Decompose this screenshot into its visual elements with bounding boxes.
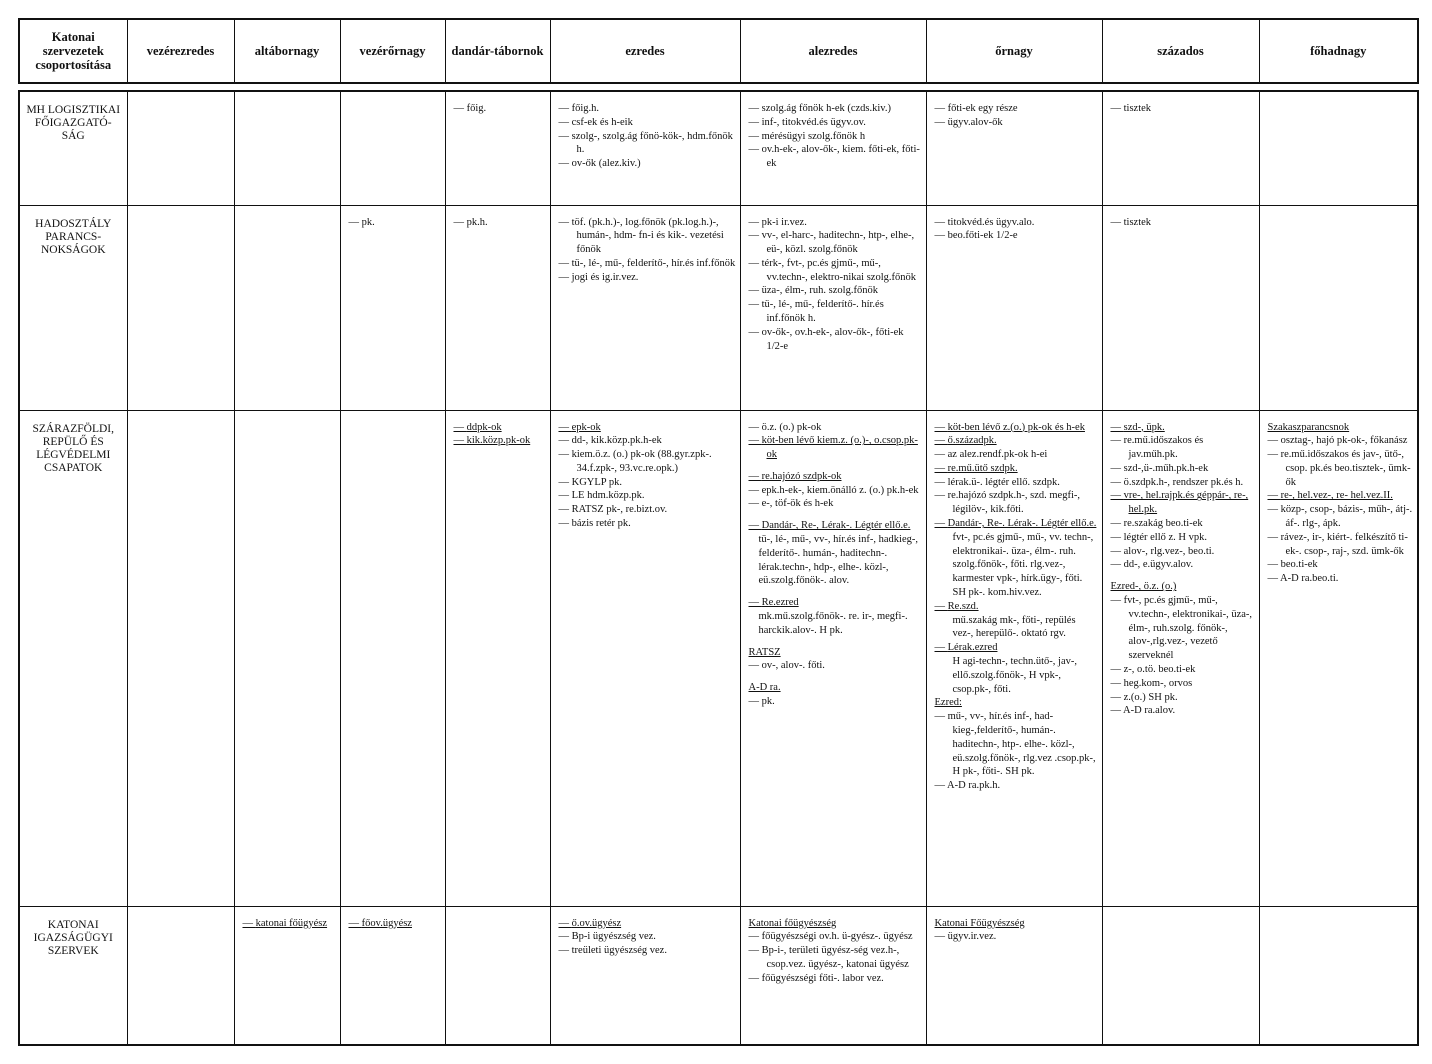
list-item: — Bp-i ügyészség vez. xyxy=(559,930,736,944)
group-heading: — Re.szd. xyxy=(935,600,1098,614)
row-category: HADOSZTÁLY PARANCS-NOKSÁGOK xyxy=(20,205,127,410)
list-item: — ov-ők (alez.kiv.) xyxy=(559,157,736,171)
list-item: — z.(o.) SH pk. xyxy=(1111,691,1255,705)
group-heading: — Dandár-, Re-. Lérak-. Légtér ellő.e. xyxy=(935,517,1098,531)
group-heading: A-D ra. xyxy=(748,682,781,694)
list-item: — heg.kom-, orvos xyxy=(1111,677,1255,691)
list-item: — csf-ek és h-eik xyxy=(559,116,736,130)
table-row xyxy=(20,906,1417,1044)
cell-ezredes xyxy=(550,410,740,906)
list-item: — főov.ügyész xyxy=(349,917,441,931)
list-item: — titokvéd.és ügyv.alo. xyxy=(935,216,1098,230)
list-item: — ov.h-ek-, alov-ők-, kiem. főti-ek, főti-ek xyxy=(749,143,922,171)
list-item: — szolg-, szolg.ág főnö-kök-, hdm.főnök h. xyxy=(559,130,736,158)
table-row xyxy=(20,205,1417,410)
group-heading: Katonai főügyészség xyxy=(748,917,837,929)
list-item: — osztag-, hajó pk-ok-, főkanász xyxy=(1268,434,1414,448)
header-dandartabornok: dandár-tábornok xyxy=(445,20,550,82)
header-vezerornagy: vezérőrnagy xyxy=(340,20,445,82)
group-text: mk.mű.szolg.főnök-. re. ir-, megfi-. harckik.alov-. H pk. xyxy=(758,611,908,636)
cell-altabornagy xyxy=(234,906,340,1044)
list-item: — köt-ben lévő z.(o.) pk-ok és h-ek xyxy=(935,421,1098,435)
list-item: — re.mű.időszakos és jav-, ütő-, csop. pk.és beo.tisztek-, ümk-ők xyxy=(1268,448,1414,489)
list-item: — e-, töf-ök és h-ek xyxy=(749,497,922,511)
list-item: — re.szakág beo.ti-ek xyxy=(1111,517,1255,531)
header-ezredes: ezredes xyxy=(550,20,740,82)
table-body xyxy=(18,90,1419,1046)
list-item: — tisztek xyxy=(1111,102,1255,116)
list-item: — rávez-, ir-, kiért-. felkészítő ti-ek-. csop-, raj-, szd. ümk-ők xyxy=(1268,531,1414,559)
group-text: tü-, lé-, mű-, vv-, hír.és inf-, hadkieg-, felderítő-. humán-, haditechn-. lérak.techn-, hdp-, elhe-. közl-, eü.szolg.főnök-. alov. xyxy=(758,534,918,587)
list-item: — ügyv.ir.vez. xyxy=(935,930,1098,944)
list-item: — kiem.ö.z. (o.) pk-ok (88.gyr.zpk-. 34.f.zpk-, 93.vc.re.opk.) xyxy=(559,448,736,476)
list-item: — tisztek xyxy=(1111,216,1255,230)
list-item: — dd-, kik.közp.pk.h-ek xyxy=(559,434,736,448)
list-item: — szd-, üpk. xyxy=(1111,421,1255,435)
cell-ornagy xyxy=(926,410,1102,906)
list-item: — mű-, vv-, hír.és inf-, had-kieg-,felderítő-, humán-. haditechn-, htp-. elhe-. közl-, eü.szolg.főnök-, rlg.vez .csop.pk-, H pk-, főti-. SH pk. xyxy=(935,710,1098,779)
list-item: — re.hajózó szdpk-ok xyxy=(749,470,922,484)
group-text: fvt-, pc.és gjmű-, mű-, vv. techn-, elektronikai-. üza-, élm-. ruh. szolg.főnök-, főti. rlg.vez-, karmester vpk-, hírk.ügy-, főti. SH pk-. kom.hiv.vez. xyxy=(952,531,1094,599)
group-heading: Ezred: xyxy=(934,697,962,709)
group-heading: — Dandár-, Re-, Lérak-. Légtér ellő.e. xyxy=(749,519,922,533)
list-item: — re.hajózó szdpk.h-, szd. megfi-, légilöv-, kik.főti. xyxy=(935,489,1098,517)
list-item: — töf. (pk.h.)-, log.főnök (pk.log.h.)-, humán-, hdm- fn-i és kik-. vezetési főnök xyxy=(559,216,736,257)
list-item: — főig. xyxy=(454,102,546,116)
list-item: — szolg.ág főnök h-ek (czds.kiv.) xyxy=(749,102,922,116)
list-item: — inf-, titokvéd.és ügyv.ov. xyxy=(749,116,922,130)
header-altabornagy: altábornagy xyxy=(234,20,340,82)
cell-ornagy xyxy=(926,205,1102,410)
header-ornagy: őrnagy xyxy=(926,20,1102,82)
list-item: — főügyészségi ov.h. ü-gyész-. ügyész xyxy=(749,930,922,944)
cell-vezerornagy xyxy=(340,906,445,1044)
cell-dandartabornok xyxy=(445,410,550,906)
list-item: — tü-, lé-, mű-, felderítő-. hír.és inf.főnök h. xyxy=(749,298,922,326)
cell-alezredes xyxy=(740,906,926,1044)
list-item: — epk.h-ek-, kiem.önálló z. (o.) pk.h-ek xyxy=(749,484,922,498)
table-row xyxy=(20,92,1417,205)
group-heading: — Lérak.ezred xyxy=(935,641,1098,655)
list-item: — üza-, élm-, ruh. szolg.főnök xyxy=(749,284,922,298)
list-item: — ov-ők-, ov.h-ek-, alov-ők-, főti-ek 1/2-e xyxy=(749,326,922,354)
list-item: — A-D ra.alov. xyxy=(1111,704,1255,718)
list-item: — dd-, e.ügyv.alov. xyxy=(1111,558,1255,572)
row-category: MH LOGISZTIKAI FŐIGAZGATÓ-SÁG xyxy=(20,92,127,205)
header-fohadnagy: főhadnagy xyxy=(1259,20,1417,82)
list-item: — tü-, lé-, mű-, felderítő-, hír.és inf.főnök xyxy=(559,257,736,271)
list-item: — ov-, alov-. főti. xyxy=(749,659,922,673)
table-header xyxy=(18,18,1419,84)
list-item: — beo.ti-ek xyxy=(1268,558,1414,572)
list-item: — mérésügyi szolg.főnök h xyxy=(749,130,922,144)
cell-szazados xyxy=(1102,92,1259,205)
cell-ezredes xyxy=(550,92,740,205)
cell-alezredes xyxy=(740,92,926,205)
list-item: — pk. xyxy=(749,695,922,709)
list-item: — LE hdm.közp.pk. xyxy=(559,489,736,503)
cell-ezredes xyxy=(550,906,740,1044)
row-category: SZÁRAZFÖLDI, REPÜLŐ ÉS LÉGVÉDELMI CSAPATOK xyxy=(20,410,127,906)
list-item: — szd-,ü-.műh.pk.h-ek xyxy=(1111,462,1255,476)
list-item: — katonai főügyész xyxy=(243,917,336,931)
group-heading: Ezred-, ö.z. (o.) xyxy=(1110,581,1177,593)
group-heading: RATSZ xyxy=(748,646,781,658)
list-item: — térk-, fvt-, pc.és gjmű-, mű-, vv.techn-, elektro-nikai szolg.főnök xyxy=(749,257,922,285)
list-item: — főig.h. xyxy=(559,102,736,116)
list-item: — re.mű.ütő szdpk. xyxy=(935,462,1098,476)
cell-fohadnagy xyxy=(1259,410,1417,906)
list-item: — treületi ügyészség vez. xyxy=(559,944,736,958)
list-item: — pk-i ir.vez. xyxy=(749,216,922,230)
list-item: — ügyv.alov-ők xyxy=(935,116,1098,130)
header-alezredes: alezredes xyxy=(740,20,926,82)
list-item: — ddpk-ok xyxy=(454,421,546,435)
header-category: Katonai szervezetek csoportosítása xyxy=(20,20,127,82)
list-item: — beo.főti-ek 1/2-e xyxy=(935,229,1098,243)
list-item: — ő.ov.ügyész xyxy=(559,917,736,931)
cell-ornagy xyxy=(926,92,1102,205)
list-item: — A-D ra.beo.ti. xyxy=(1268,572,1414,586)
list-item: — bázis retér pk. xyxy=(559,517,736,531)
group-heading: Katonai Főügyészség xyxy=(934,917,1025,929)
cell-dandartabornok xyxy=(445,205,550,410)
cell-dandartabornok xyxy=(445,92,550,205)
cell-vezerornagy xyxy=(340,205,445,410)
list-item: — közp-, csop-, bázis-, műh-, átj-. áf-. rlg-, ápk. xyxy=(1268,503,1414,531)
cell-ezredes xyxy=(550,205,740,410)
list-item: — epk-ok xyxy=(559,421,736,435)
list-item: — pk.h. xyxy=(454,216,546,230)
group-heading: — Re.ezred xyxy=(749,596,922,610)
cell-alezredes xyxy=(740,205,926,410)
list-item: — z-, o.tö. beo.ti-ek xyxy=(1111,663,1255,677)
list-item: — A-D ra.pk.h. xyxy=(935,779,1098,793)
list-item: — jogi és ig.ir.vez. xyxy=(559,271,736,285)
list-item: — fvt-, pc.és gjmű-, mű-, vv.techn-, elektronikai-, üza-, élm-, ruh.szolg. főnök-, alov-,rlg.vez-, vezető szerveknél xyxy=(1111,594,1255,663)
list-item: — légtér ellő z. H vpk. xyxy=(1111,531,1255,545)
list-item: — re.mű.időszakos és jav.műh.pk. xyxy=(1111,434,1255,462)
list-item: — lérak.ü-. légtér ellő. szdpk. xyxy=(935,476,1098,490)
cell-ornagy xyxy=(926,906,1102,1044)
list-item: — kik.közp.pk-ok xyxy=(454,434,546,448)
cell-szazados xyxy=(1102,410,1259,906)
list-item: — vv-, el-harc-, haditechn-, htp-, elhe-, eü-, közl. szolg.főnök xyxy=(749,229,922,257)
group-text: H agi-techn-, techn.ütő-, jav-, ellő.szolg.főnök-, H vpk-, csop.pk-, főti. xyxy=(952,656,1077,695)
group-text: mű.szakág mk-, főti-, repülés vez-, herepülő-. oktató rgv. xyxy=(952,614,1076,640)
list-item: — főti-ek egy része xyxy=(935,102,1098,116)
list-item: — köt-ben lévő kiem.z. (o.)-, o.csop.pk-ok xyxy=(749,434,922,462)
list-item: — ö.szdpk.h-, rendszer pk.és h. xyxy=(1111,476,1255,490)
list-item: — ö.z. (o.) pk-ok xyxy=(749,421,922,435)
list-item: — alov-, rlg.vez-, beo.ti. xyxy=(1111,545,1255,559)
table-row xyxy=(20,410,1417,906)
header-szazados: százados xyxy=(1102,20,1259,82)
header-vezerezredes: vezérezredes xyxy=(127,20,234,82)
list-item: — KGYLP pk. xyxy=(559,476,736,490)
list-item: — Bp-i-, területi ügyész-ség vez.h-, csop.vez. ügyész-, katonai ügyész xyxy=(749,944,922,972)
list-item: — pk. xyxy=(349,216,441,230)
cell-alezredes xyxy=(740,410,926,906)
list-item: — RATSZ pk-, re.bizt.ov. xyxy=(559,503,736,517)
cell-szazados xyxy=(1102,205,1259,410)
list-item: — az alez.rendf.pk-ok h-ei xyxy=(935,448,1098,462)
list-item: — ő.századpk. xyxy=(935,434,1098,448)
list-item: — főügyészségi főti-. labor vez. xyxy=(749,972,922,986)
list-item: — re-, hel.vez-, re- hel.vez.II. xyxy=(1268,489,1414,503)
group-heading: Szakaszparancsnok xyxy=(1267,421,1350,433)
list-item: — vre-, hel.rajpk.és géppár-, re-, hel.pk. xyxy=(1111,489,1255,517)
row-category: KATONAI IGAZSÁGÜGYI SZERVEK xyxy=(20,906,127,1044)
